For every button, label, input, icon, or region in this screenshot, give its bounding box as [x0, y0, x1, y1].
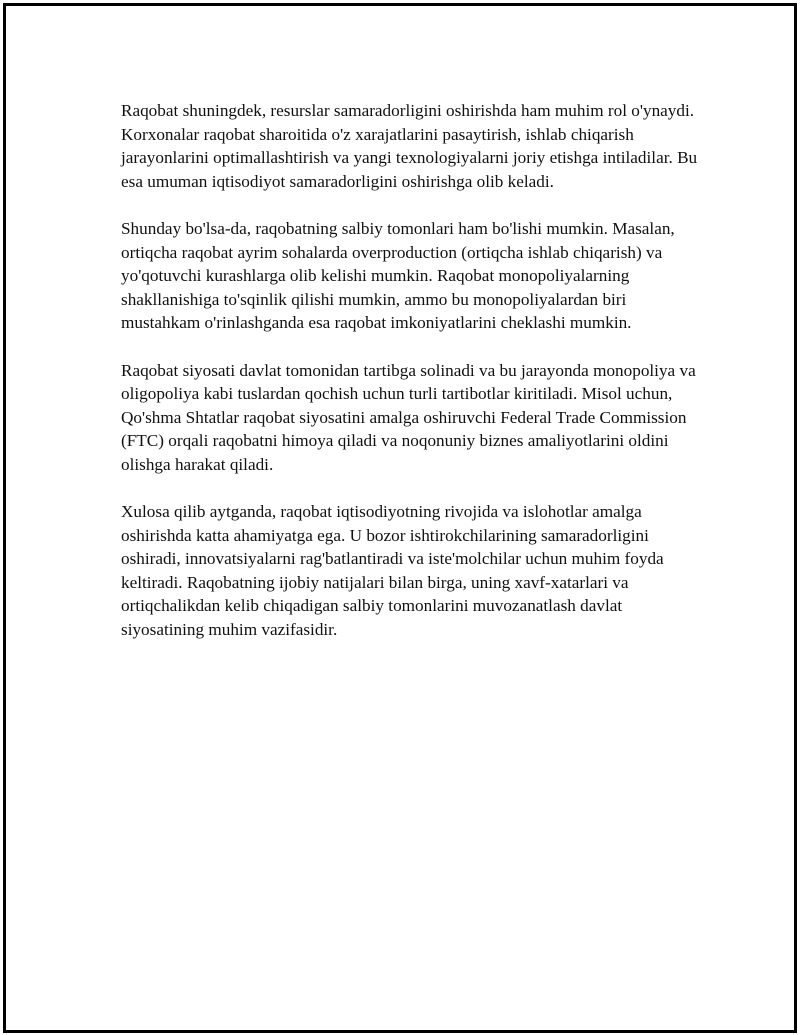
paragraph-resource-efficiency: Raqobat shuningdek, resurslar samaradorligini oshirishda ham muhim rol o'ynaydi. Korxonalar raqobat sharoitida o'z xarajatlarini pasaytirish, ishlab chiqarish jarayonlarini optimallashtirish va yangi texnologiyalarni joriy etishga intiladilar. Bu esa umuman iqtisodiyot samaradorligini oshirishga olib keladi. [121, 101, 698, 191]
document-body [121, 99, 701, 665]
page-frame [3, 3, 797, 1033]
paragraph-conclusion: Xulosa qilib aytganda, raqobat iqtisodiyotning rivojida va islohotlar amalga oshirishda katta ahamiyatga ega. U bozor ishtirokchilarining samaradorligini oshiradi, innovatsiyalarni rag'batlantiradi va iste'molchilar uchun muhim foyda keltiradi. Raqobatning ijobiy natijalari bilan birga, uning xavf-xatarlari va ortiqchalikdan kelib chiqadigan salbiy tomonlarini muvozanatlash davlat siyosatining muhim vazifasidir. [121, 502, 664, 640]
paragraph-negative-aspects: Shunday bo'lsa-da, raqobatning salbiy tomonlari ham bo'lishi mumkin. Masalan, ortiqcha raqobat ayrim sohalarda overproduction (ortiqcha ishlab chiqarish) va yo'qotuvchi kurashlarga olib kelishi mumkin. Raqobat monopoliyalarning shakllanishiga to'sqinlik qilishi mumkin, ammo bu monopoliyalardan biri mustahkam o'rinlashganda esa raqobat imkoniyatlarini cheklashi mumkin. [121, 218, 675, 333]
paragraph-competition-policy: Raqobat siyosati davlat tomonidan tartibga solinadi va bu jarayonda monopoliya va oligopoliya kabi tuslardan qochish uchun turli tartibotlar kiritiladi. Misol uchun, Qo'shma Shtatlar raqobat siyosatini amalga oshiruvchi Federal Trade Commission (FTC) orqali raqobatni himoya qiladi va noqonuniy biznes amaliyotlarini oldini olishga harakat qiladi. [121, 360, 696, 474]
